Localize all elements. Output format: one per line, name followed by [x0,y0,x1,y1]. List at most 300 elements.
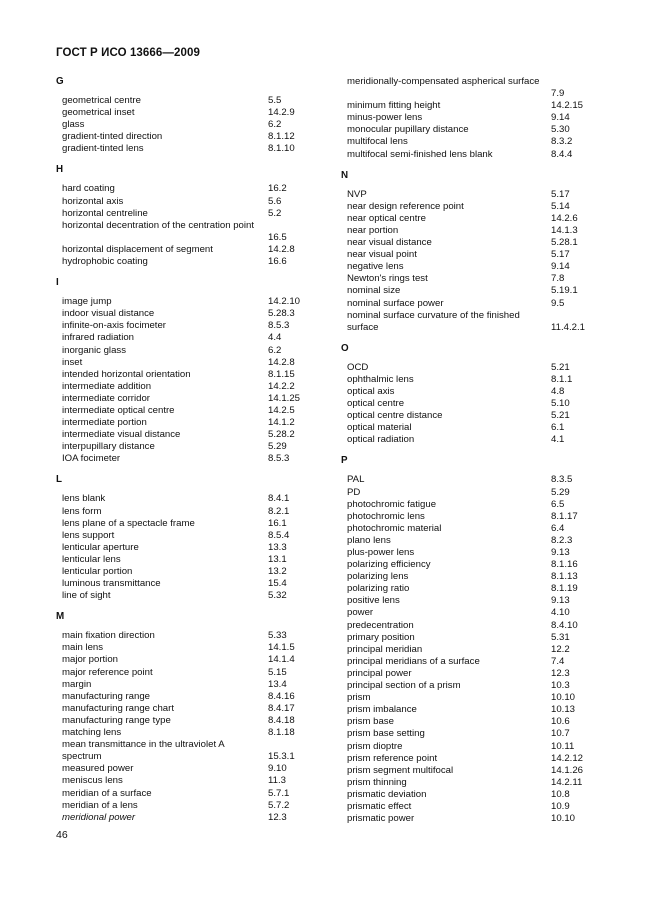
index-entry [341,149,591,161]
index-term: prismatic deviation [347,788,427,800]
index-entry [341,813,591,825]
index-entry [56,493,318,505]
index-reference: 10.10 [551,692,576,704]
index-entry [341,692,591,704]
section-letter: O [341,342,349,354]
index-term: intermediate portion [62,417,147,429]
index-term: near visual point [347,249,417,261]
index-reference: 8.4.17 [268,702,295,714]
index-reference: 16.1 [268,517,287,529]
index-reference: 8.5.3 [268,453,290,465]
index-term: margin [62,678,92,690]
index-reference: 8.5.4 [268,529,290,541]
index-entry [341,704,591,716]
index-reference: 9.10 [268,763,287,775]
index-term: prism segment multifocal [347,764,454,776]
index-entry [56,691,318,703]
section-letter: H [56,164,64,176]
index-term: nominal surface power [347,297,444,309]
index-reference: 7.9 [551,88,565,100]
index-term: mean transmittance in the ultraviolet A spectrum [62,739,225,763]
index-reference: 4.1 [551,434,565,446]
index-term: gradient-tinted lens [62,143,144,155]
index-reference: 10.8 [551,788,570,800]
index-term: IOA focimeter [62,453,121,465]
index-reference: 4.4 [268,332,282,344]
index-column-right [341,76,591,825]
index-term: lenticular aperture [62,541,139,553]
index-reference: 5.31 [551,631,570,643]
index-entry [56,727,318,739]
index-term: interpupillary distance [62,441,155,453]
index-term: Newton's rings test [347,273,428,285]
section-letter: I [56,277,59,289]
index-entry [56,800,318,812]
index-entry [56,143,318,155]
index-entry [56,566,318,578]
index-entry [341,535,591,547]
index-reference: 5.5 [268,95,282,106]
index-entry [341,583,591,595]
index-term: meridian of a lens [62,799,138,811]
index-entry [341,249,591,261]
index-term: photochromic lens [347,510,425,522]
index-entry [341,237,591,249]
index-reference: 5.30 [551,124,570,136]
index-entry [56,244,318,256]
index-entry [341,225,591,237]
index-entry [341,124,591,136]
index-term: principal power [347,667,412,679]
index-reference: 14.2.8 [268,243,295,255]
index-term: major portion [62,654,118,666]
index-entry [56,642,318,654]
index-term: glass [62,119,85,131]
index-term: horizontal axis [62,195,124,207]
index-term: PAL [347,474,365,486]
index-reference: 8.4.18 [268,714,295,726]
index-term: prism thinning [347,776,407,788]
index-term: principal section of a prism [347,680,461,692]
index-reference: 6.2 [268,344,282,356]
index-entry [56,320,318,332]
index-reference: 13.3 [268,541,287,553]
index-entry [341,487,591,499]
index-entry [341,753,591,765]
index-reference: 8.1.1 [551,373,573,385]
index-entry [341,136,591,148]
index-reference: 8.1.18 [268,727,295,739]
index-term: principal meridian [347,643,423,655]
index-reference: 8.4.16 [268,690,295,702]
index-entry [56,131,318,143]
index-term: photochromic fatigue [347,498,437,510]
index-reference: 15.3.1 [268,751,295,763]
index-term: lens support [62,529,115,541]
index-entry [56,667,318,679]
index-entry [341,595,591,607]
index-term: prism base [347,716,394,728]
index-reference: 14.2.5 [268,404,295,416]
index-reference: 8.1.15 [268,368,295,380]
index-entry [341,632,591,644]
index-reference: 14.1.4 [268,654,295,666]
index-entry [341,76,591,100]
index-reference: 13.4 [268,678,287,690]
index-term: lens plane of a spectacle frame [62,517,195,529]
index-term: manufacturing range chart [62,702,174,714]
index-term: gradient-tinted direction [62,131,163,143]
index-reference: 16.2 [268,183,287,195]
index-term: prism imbalance [347,704,417,716]
index-term: intermediate corridor [62,392,150,404]
index-term: minus-power lens [347,112,423,124]
index-entry [341,789,591,801]
index-reference: 5.19.1 [551,285,578,297]
index-reference: 9.14 [551,261,570,273]
index-term: plano lens [347,534,391,546]
index-entry [341,386,591,398]
index-entry [56,518,318,530]
index-reference: 9.14 [551,112,570,124]
index-reference: 14.2.6 [551,212,578,224]
index-reference: 5.10 [551,398,570,410]
index-reference: 16.6 [268,256,287,268]
index-reference: 8.4.1 [268,493,290,505]
index-reference: 14.2.8 [268,356,295,368]
index-reference: 5.33 [268,630,287,642]
index-entry [341,499,591,511]
index-reference: 5.29 [551,486,570,498]
index-entry [56,417,318,429]
index-term: polarizing lens [347,571,409,583]
index-term: multifocal lens [347,136,408,148]
index-term: lens form [62,505,102,517]
index-term: primary position [347,631,415,643]
index-term: polarizing ratio [347,583,410,595]
index-term: meridional power [62,811,136,823]
index-term: negative lens [347,261,404,273]
index-term: intermediate optical centre [62,404,175,416]
index-entry [341,559,591,571]
index-term: infrared radiation [62,332,134,344]
index-entry [56,530,318,542]
index-entry [341,273,591,285]
index-entry [341,285,591,297]
index-reference: 8.1.19 [551,583,578,595]
index-reference: 14.1.2 [268,417,295,429]
index-term: nominal size [347,285,401,297]
index-reference: 14.1.26 [551,764,584,776]
index-term: photochromic material [347,522,442,534]
index-term: major reference point [62,666,153,678]
index-entry [56,183,318,195]
index-term: optical material [347,422,412,434]
index-term: lenticular portion [62,566,133,577]
index-term: intermediate addition [62,380,152,392]
index-entry [56,812,318,824]
index-reference: 9.13 [551,547,570,558]
index-entry [56,441,318,453]
index-entry [56,578,318,590]
index-reference: 5.7.2 [268,799,290,811]
index-term: image jump [62,296,112,308]
index-reference: 5.28.1 [551,237,578,249]
index-term: main fixation direction [62,630,155,642]
index-entry [56,369,318,381]
index-term: plus-power lens [347,547,415,558]
index-entry [56,196,318,208]
index-reference: 5.28.3 [268,308,295,320]
index-term: OCD [347,361,369,373]
index-reference: 9.5 [551,297,565,309]
index-reference: 6.4 [551,522,565,534]
index-entry [56,357,318,369]
index-entry [56,381,318,393]
index-entry [341,213,591,225]
index-reference: 8.1.17 [551,510,578,522]
section-letter: L [56,474,62,486]
index-term: prismatic power [347,813,415,825]
index-entry [341,644,591,656]
index-reference: 14.1.25 [268,392,301,404]
index-entry [56,775,318,787]
index-entry [341,523,591,535]
index-term: horizontal displacement of segment [62,243,213,255]
index-entry [341,547,591,559]
index-term: inset [62,356,83,368]
index-entry [341,668,591,680]
index-reference: 8.5.3 [268,320,290,332]
index-term: near portion [347,224,399,236]
index-term: near optical centre [347,212,426,224]
index-reference: 14.2.15 [551,100,584,112]
index-term: hard coating [62,183,115,195]
index-reference: 14.2.12 [551,752,584,764]
section-letter: N [341,169,349,181]
index-term: ophthalmic lens [347,373,414,385]
index-entry [341,310,591,334]
index-reference: 13.2 [268,566,287,577]
index-reference: 8.2.1 [268,505,290,517]
index-term: nominal surface curvature of the finished surface [347,309,520,333]
index-reference: 11.4.2.1 [551,321,585,333]
index-reference: 8.1.16 [551,559,578,571]
index-entry [56,220,318,244]
index-reference: 12.3 [268,811,287,823]
index-reference: 5.21 [551,410,570,422]
index-entry [341,801,591,813]
index-reference: 6.1 [551,422,565,434]
index-entry [341,511,591,523]
index-entry [341,422,591,434]
index-column-left [56,76,318,824]
index-entry [56,554,318,566]
index-entry [341,680,591,692]
index-term: prism [347,692,371,704]
index-entry [341,201,591,213]
index-entry [56,345,318,357]
index-entry [341,410,591,422]
index-entry [341,741,591,753]
index-entry [341,620,591,632]
index-term: multifocal semi-finished lens blank [347,148,493,160]
index-reference: 5.32 [268,590,287,602]
index-entry [341,571,591,583]
index-term: manufacturing range [62,690,150,702]
index-reference: 8.1.12 [268,131,295,143]
index-reference: 8.1.13 [551,571,578,583]
index-reference: 11.3 [268,775,286,787]
index-term: optical radiation [347,434,415,446]
index-entry [56,590,318,602]
index-entry [56,308,318,320]
index-entry [56,506,318,518]
index-reference: 5.6 [268,195,282,207]
index-entry [341,261,591,273]
index-reference: 14.2.9 [268,107,295,119]
index-term: polarizing efficiency [347,559,431,571]
index-reference: 10.9 [551,800,570,812]
index-entry [56,393,318,405]
index-term: PD [347,486,361,498]
index-reference: 6.2 [268,119,282,131]
index-entry [56,679,318,691]
index-term: main lens [62,642,104,654]
index-reference: 4.8 [551,385,565,397]
index-term: lenticular lens [62,553,121,565]
index-entry [56,95,318,107]
index-reference: 10.11 [551,740,575,752]
index-term: measured power [62,763,134,775]
index-entry [341,728,591,740]
index-entry [341,112,591,124]
index-reference: 5.17 [551,249,570,261]
index-term: indoor visual distance [62,308,155,320]
section-letter: M [56,611,65,623]
index-reference: 5.14 [551,200,570,212]
index-term: monocular pupillary distance [347,124,469,136]
index-reference: 10.7 [551,728,570,740]
index-term: infinite-on-axis focimeter [62,320,166,332]
index-entry [56,654,318,666]
index-reference: 5.15 [268,666,287,678]
index-reference: 8.2.3 [551,534,573,546]
index-term: geometrical centre [62,95,141,106]
index-entry [56,107,318,119]
index-entry [56,405,318,417]
index-reference: 13.1 [268,553,287,565]
index-reference: 9.13 [551,595,570,607]
index-reference: 15.4 [268,578,287,590]
index-reference: 10.3 [551,680,570,692]
index-entry [341,298,591,310]
index-entry [56,542,318,554]
index-reference: 5.29 [268,441,287,453]
index-term: meridionally-compensated aspherical surface [347,76,540,87]
index-term: luminous transmittance [62,578,161,590]
index-reference: 8.3.5 [551,474,573,486]
section-letter: G [56,76,64,87]
index-reference: 14.2.10 [268,296,301,308]
index-entry [341,374,591,386]
index-reference: 8.4.4 [551,148,573,160]
index-term: prism reference point [347,752,438,764]
index-reference: 12.2 [551,643,570,655]
index-term: meridian of a surface [62,787,152,799]
index-reference: 7.8 [551,273,565,285]
index-entry [56,715,318,727]
index-term: prism base setting [347,728,425,740]
page-number: 46 [56,829,68,841]
index-reference: 4.10 [551,607,570,619]
index-reference: 8.3.2 [551,136,573,148]
index-entry [56,296,318,308]
index-entry [56,119,318,131]
index-entry [56,256,318,268]
index-term: power [347,607,374,619]
index-term: horizontal decentration of the centration point [62,219,255,231]
index-reference: 5.7.1 [268,787,290,799]
index-term: hydrophobic coating [62,256,148,268]
index-reference: 10.10 [551,813,576,825]
index-entry [341,100,591,112]
index-reference: 5.17 [551,188,570,200]
index-entry [56,208,318,220]
index-reference: 5.2 [268,207,282,219]
index-term: lens blank [62,493,106,505]
index-reference: 5.28.2 [268,429,295,441]
index-term: intermediate visual distance [62,429,181,441]
index-term: inorganic glass [62,344,126,356]
index-reference: 5.21 [551,361,570,373]
index-term: horizontal centreline [62,207,148,219]
index-term: manufacturing range type [62,714,171,726]
index-term: near design reference point [347,200,464,212]
index-term: near visual distance [347,237,432,249]
index-entry [56,703,318,715]
index-reference: 6.5 [551,498,565,510]
index-term: meniscus lens [62,775,123,787]
index-reference: 8.4.10 [551,619,578,631]
index-term: optical axis [347,385,395,397]
index-reference: 14.1.5 [268,642,295,654]
index-reference: 14.2.2 [268,380,295,392]
index-entry [341,362,591,374]
index-term: predecentration [347,619,414,631]
index-term: intended horizontal orientation [62,368,191,380]
index-entry [341,474,591,486]
index-reference: 12.3 [551,667,570,679]
index-entry [56,453,318,465]
index-entry [56,630,318,642]
index-term: matching lens [62,727,122,739]
index-reference: 10.13 [551,704,576,716]
index-entry [341,398,591,410]
index-term: optical centre distance [347,410,443,422]
index-term: prismatic effect [347,800,412,812]
index-entry [341,189,591,201]
index-entry [341,765,591,777]
index-term: geometrical inset [62,107,135,119]
index-entry [56,429,318,441]
index-term: optical centre [347,398,405,410]
index-reference: 14.1.3 [551,224,578,236]
index-entry [56,788,318,800]
index-entry [56,332,318,344]
index-term: principal meridians of a surface [347,655,480,667]
index-entry [56,739,318,763]
